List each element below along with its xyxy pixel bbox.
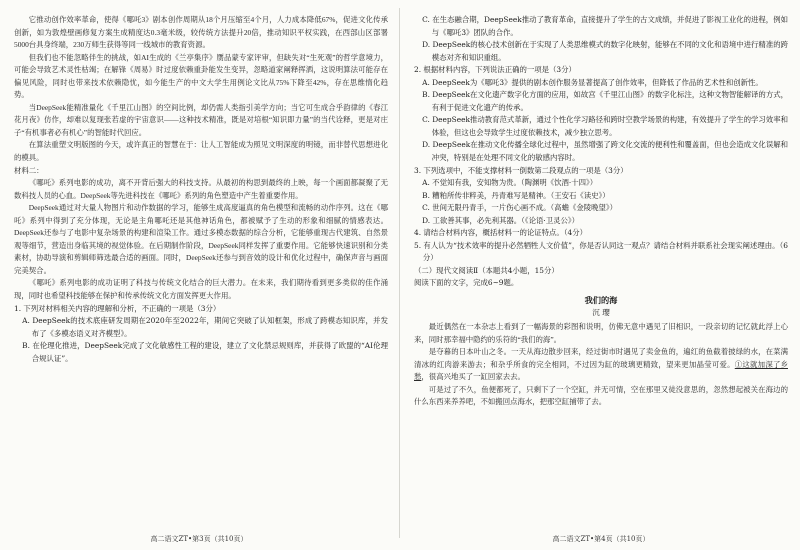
- option-b: B. DeepSeek在文化遗产数字化方面的应用，如故宫《千里江山图》的数字化标注，这种文物智能解译的方式，有利于促进文化遗产的传承。: [422, 90, 788, 112]
- question-1: 1. 下列对材料相关内容的理解和分析，不正确的一项是（3分）: [14, 303, 221, 313]
- option-a: A. 不觉知有我，安知物为贵。（陶渊明《饮酒·十四》）: [422, 178, 598, 188]
- paragraph: 可是过了不久，鱼便都死了，只剩下了一个空缸，并无可情，空在那里又徒没意思的，忽然想起被关在海边的什么东西来养养吧，不如搬回点海水，把那空缸捕带了去。: [414, 384, 788, 407]
- question-4: 4. 请结合材料内容，概括材料一的论证特点。（4分）: [414, 228, 587, 238]
- paragraph: 它推动创作效率革命，使得《哪吒3》剧本创作周期从18个月压缩至4个月，人力成本降低67%，促进文化传承创新，如为敦煌壁画修复方案生成精度达0.3毫米级，较传统方法提升20倍，推动知识平权实践，在西部山区部署5000台具身终端，230万师生获得等同一线城市的教育资源。: [14, 15, 388, 50]
- question-3: 3. 下列选项中，不能支撑材料一倒数第二段观点的一项是（3分）: [414, 165, 628, 175]
- section-heading: （二）现代文阅读Ⅱ（本题共4小题，15分）: [414, 265, 559, 275]
- paragraph: [414, 346, 788, 384]
- page-footer: 高二语文ZT•第3页（共10页）: [150, 535, 248, 543]
- option-b: B. 糟粕所传非粹美，丹青难写是精神。（王安石《读史》）: [422, 190, 610, 200]
- page-footer: 高二语文ZT•第4页（共10页）: [552, 535, 650, 543]
- paragraph: 《哪吒》系列电影的成功，离不开背后强大的科技支持。从最初的构思到最终的上映，每一个画面都凝聚了无数科技人员的心血。DeepSeek等先进科技在《哪吒》系列的角色塑造中产生着重要作用。: [14, 178, 388, 200]
- option-d: D. DeepSeek在推动文化传播全球化过程中，虽然增强了跨文化交流的便利性和覆盖面，但也会造成文化误解和冲突，特别是在处理不同文化的敏感内容时。: [422, 140, 788, 163]
- text-span: 是夺暮的日本叶山之冬。一天从海边散步回来，经过街市时遇见了卖金鱼的，遍红的鱼截着披绿的水，在菜满清冰的红肉游来游去；和杂乎所食的完全相同，不过因为缸的玻璃更精致，望来更加晶莹可爱。: [414, 347, 788, 369]
- option-a: A. DeepSeek的技术底座研发周期在2020年至2022年，期间它突破了认知框架，形成了跨模态知识库，并发布了《多模态语义对齐模型》。: [22, 316, 388, 338]
- question-2: 2. 根据材料内容，下列说法正确的一项是（3分）: [414, 65, 576, 75]
- option-c: C. DeepSeek推动教育范式革新，通过个性化学习路径和跨时空教学场景的构建，有效提升了学生的学习效率和体验，但这也会导致学生过度依赖技术，减少独立思考。: [422, 115, 788, 137]
- article-author: 沉 璎: [592, 308, 610, 318]
- option-d: D. DeepSeek的核心技术创新在于实现了人类思维模式的数字化映射，能够在不同的文化和语境中进行精准的跨模态对齐和知识重组。: [422, 40, 788, 62]
- text-span: ，很高兴地买了一缸回家去去。: [421, 372, 525, 382]
- underlined-sentence: ①这就加深了乡愁: [414, 359, 788, 382]
- material-label: 材料二：: [14, 165, 44, 175]
- page-divider: [399, 8, 400, 538]
- option-d: D. 工欲善其事，必先利其器。（《论语·卫灵公》）: [422, 215, 579, 225]
- paragraph: 当DeepSeek能精准量化《千里江山图》的空间比例，却仍需人类指引美学方向；当它可生成合乎韵律的《春江花月夜》仿作，却难以复现张若虚的宇宙意识——这种技术精准，既是对培根“知识即力量”的当代诠释，更是对庄子“有机事者必有机心”的智能时代回应。: [14, 102, 388, 137]
- option-c: C. 在生态融合期，DeepSeek推动了教育革命，直接提升了学生的古文成绩，并促进了影视工业化的进程，例如与《哪吒3》团队的合作。: [422, 15, 788, 37]
- option-b: B. 在伦理化推进，DeepSeek完成了文化敏感性工程的建设，建立了文化禁忌规则库，并获得了欧盟的“AI伦理合规认证”。: [22, 341, 388, 363]
- article-title: 我们的海: [584, 295, 618, 306]
- paragraph: 《哪吒》系列电影的成功证明了科技与传统文化结合的巨大潜力。在未来，我们期待看到更多类似的佳作涌现，同时也希望科技能够在保护和传承传统文化方面发挥更大作用。: [14, 278, 388, 301]
- left-page: [0, 0, 398, 550]
- right-page: [402, 0, 800, 550]
- option-c: C. 世间无限丹青手，一片伤心画不成。（高蟾《金陵晚望》）: [422, 203, 617, 213]
- paragraph: 在算法重塑文明版图的今天，或许真正的智慧在于：让人工智能成为照见文明深度的明镜，而非替代思想进化的模具。: [14, 140, 388, 163]
- instruction: 阅读下面的文字，完成6~9题。: [414, 278, 519, 288]
- paragraph: 最近偶然在一本杂志上看到了一幅海景的彩图和说明，仿佛无意中遇见了旧相识，一段亲切的记忆就此浮上心来，同时那幸福中隐约的乐符的“我们的海”。: [414, 322, 788, 344]
- paragraph: 但我们也不能忽略伴生的挑战，如AI生成的《兰亭集序》赝品蒙专家评审，但缺失对“生死观”的哲学意境力，可能会导致艺术灵性枯竭；在解锋《周易》时过度依赖重卦能发生变异，忽略道家阐释挥洒，这说明算法可能存在偏见风险，同时也带来技术依赖隐忧，如今能生产的中文大学生用例论文比从75%下降至42%，存在思维惰化趋势。: [14, 52, 388, 100]
- paragraph: DeepSeek通过对大量人物图片和动作数据的学习，能够生成高度逼真的角色模型和流畅的动作序列。这在《哪吒》系列中得到了充分体现，无论是主角哪吒还是其他神话角色，都被赋予了生动的形象和细腻的情感表达。DeepSeek还参与了电影中复杂场景的构建和渲染工作。通过多模态数据的综合分析，它能够重现古代建筑、自然景观等细节，营造出身临其境的视觉体验。在后期制作阶段，DeepSeek同样发挥了重要作用。它能够快速识别和分类素材，协助导演和剪辑师筛选最合适的画面。同时，DeepSeek还参与到音效的设计和优化过程中，确保声音与画面完美契合。: [14, 203, 388, 275]
- question-5: 5. 有人认为“技术效率的提升必然牺牲人文价值”，你是否认同这一观点？请结合材料并联系社会现实阐述理由。（6分）: [414, 240, 788, 263]
- option-a: A. DeepSeek为《哪吒3》提供的剧本创作服务显著提高了创作效率，但降低了作品的艺术性和创新性。: [422, 77, 763, 87]
